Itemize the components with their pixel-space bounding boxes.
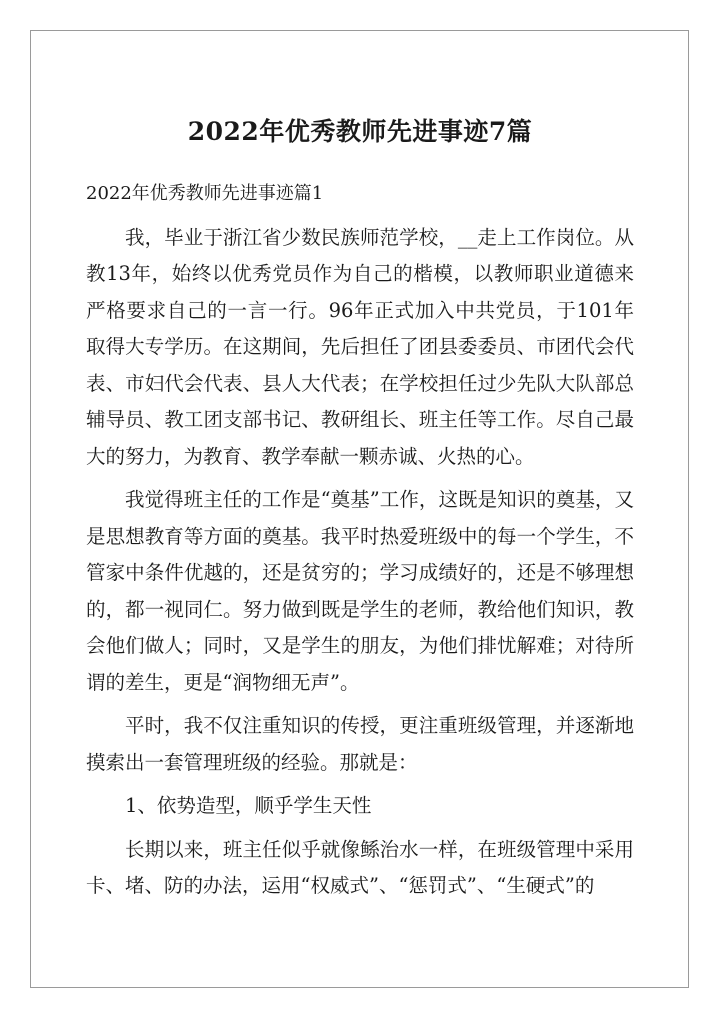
paragraph-3: 平时，我不仅注重知识的传授，更注重班级管理，并逐渐地摸索出一套管理班级的经验。那就是： <box>86 714 634 774</box>
paragraph-2: 我觉得班主任的工作是“奠基”工作，这既是知识的奠基，又是思想教育等方面的奠基。我平时热爱班级中的每一个学生，不管家中条件优越的，还是贫穷的；学习成绩好的，还是不够理想的，都一视同仁。努力做到既是学生的老师，教给他们知识，教会他们做人；同时，又是学生的朋友，为他们排忧解难；对待所谓的差生，更是“润物细无声”。 <box>86 488 634 694</box>
document-title: 2022年优秀教师先进事迹7篇 <box>187 117 533 146</box>
section-heading: 2022年优秀教师先进事迹篇1 <box>86 183 324 204</box>
list-item-1: 1、依势造型，顺乎学生天性 <box>125 794 372 817</box>
document-body <box>86 176 634 912</box>
paragraph-1: 我，毕业于浙江省少数民族师范学校，__走上工作岗位。从教13年，始终以优秀党员作为自己的楷模，以教师职业道德来严格要求自己的一言一行。96年正式加入中共党员，于101年取得大专学历。在这期间，先后担任了团县委委员、市团代会代表、市妇代会代表、县人大代表；在学校担任过少先队大队部总辅导员、教工团支部书记、教研组长、班主任等工作。尽自己最大的努力，为教育、教学奉献一颗赤诚、火热的心。 <box>86 225 634 468</box>
paragraph-4: 长期以来，班主任似乎就像鲧治水一样，在班级管理中采用卡、堵、防的办法，运用“权威式”、“惩罚式”、“生硬式”的 <box>86 837 634 897</box>
